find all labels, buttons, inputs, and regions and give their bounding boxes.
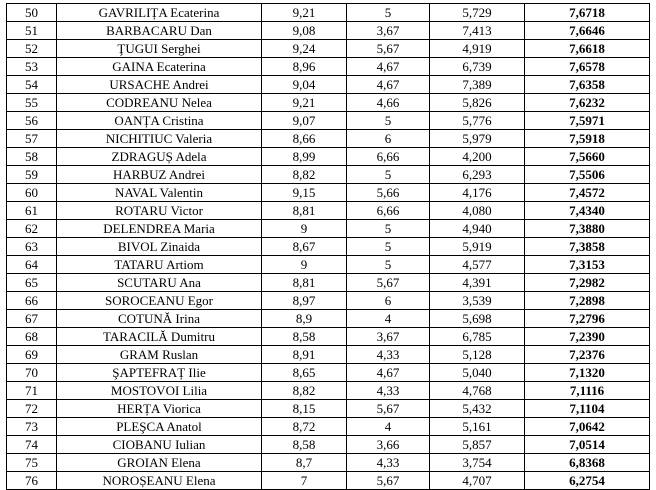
table-row xyxy=(7,40,650,58)
row-number-cell: 53 xyxy=(7,58,57,76)
score-1-cell: 8,72 xyxy=(262,418,347,436)
score-1-cell: 9,08 xyxy=(262,22,347,40)
table-row xyxy=(7,256,650,274)
candidate-name-cell: PLEŞCA Anatol xyxy=(57,418,262,436)
score-2-cell: 4,67 xyxy=(347,58,430,76)
table-row xyxy=(7,238,650,256)
candidate-name-cell: ROTARU Victor xyxy=(57,202,262,220)
candidate-name-cell: HERȚA Viorica xyxy=(57,400,262,418)
final-score-cell: 7,6358 xyxy=(525,76,650,94)
score-1-cell: 8,81 xyxy=(262,274,347,292)
score-2-cell: 5 xyxy=(347,220,430,238)
candidate-name-cell: SOROCEANU Egor xyxy=(57,292,262,310)
score-3-cell: 5,979 xyxy=(430,130,525,148)
final-score-cell: 7,3153 xyxy=(525,256,650,274)
score-3-cell: 4,200 xyxy=(430,148,525,166)
score-2-cell: 5 xyxy=(347,166,430,184)
results-table xyxy=(6,3,650,490)
row-number-cell: 54 xyxy=(7,76,57,94)
score-1-cell: 8,66 xyxy=(262,130,347,148)
score-1-cell: 8,65 xyxy=(262,364,347,382)
row-number-cell: 64 xyxy=(7,256,57,274)
table-row xyxy=(7,400,650,418)
score-1-cell: 9,21 xyxy=(262,94,347,112)
row-number-cell: 55 xyxy=(7,94,57,112)
final-score-cell: 7,6646 xyxy=(525,22,650,40)
final-score-cell: 6,2754 xyxy=(525,472,650,490)
candidate-name-cell: OANȚA Cristina xyxy=(57,112,262,130)
final-score-cell: 7,4340 xyxy=(525,202,650,220)
candidate-name-cell: URSACHE Andrei xyxy=(57,76,262,94)
candidate-name-cell: SCUTARU Ana xyxy=(57,274,262,292)
score-3-cell: 5,776 xyxy=(430,112,525,130)
score-3-cell: 7,389 xyxy=(430,76,525,94)
score-1-cell: 8,67 xyxy=(262,238,347,256)
score-3-cell: 4,080 xyxy=(430,202,525,220)
score-1-cell: 9 xyxy=(262,256,347,274)
score-3-cell: 5,432 xyxy=(430,400,525,418)
candidate-name-cell: CIOBANU Iulian xyxy=(57,436,262,454)
table-row xyxy=(7,4,650,22)
score-2-cell: 6,66 xyxy=(347,148,430,166)
score-3-cell: 5,826 xyxy=(430,94,525,112)
candidate-name-cell: GROIAN Elena xyxy=(57,454,262,472)
candidate-name-cell: MOSTOVOI Lilia xyxy=(57,382,262,400)
score-2-cell: 5,67 xyxy=(347,400,430,418)
score-3-cell: 7,413 xyxy=(430,22,525,40)
table-row xyxy=(7,454,650,472)
row-number-cell: 65 xyxy=(7,274,57,292)
final-score-cell: 7,3858 xyxy=(525,238,650,256)
final-score-cell: 7,6618 xyxy=(525,40,650,58)
final-score-cell: 6,8368 xyxy=(525,454,650,472)
score-3-cell: 4,176 xyxy=(430,184,525,202)
score-1-cell: 9,21 xyxy=(262,4,347,22)
table-row xyxy=(7,382,650,400)
final-score-cell: 7,1116 xyxy=(525,382,650,400)
table-row xyxy=(7,58,650,76)
score-2-cell: 5,67 xyxy=(347,40,430,58)
score-2-cell: 4 xyxy=(347,418,430,436)
table-row xyxy=(7,310,650,328)
score-1-cell: 8,82 xyxy=(262,166,347,184)
table-row xyxy=(7,472,650,490)
final-score-cell: 7,2982 xyxy=(525,274,650,292)
final-score-cell: 7,3880 xyxy=(525,220,650,238)
candidate-name-cell: COTUNĂ Irina xyxy=(57,310,262,328)
row-number-cell: 57 xyxy=(7,130,57,148)
final-score-cell: 7,5918 xyxy=(525,130,650,148)
candidate-name-cell: NAVAL Valentin xyxy=(57,184,262,202)
table-row xyxy=(7,328,650,346)
table-row xyxy=(7,418,650,436)
row-number-cell: 69 xyxy=(7,346,57,364)
score-1-cell: 8,58 xyxy=(262,436,347,454)
candidate-name-cell: TATARU Artiom xyxy=(57,256,262,274)
candidate-name-cell: GRAM Ruslan xyxy=(57,346,262,364)
final-score-cell: 7,0642 xyxy=(525,418,650,436)
score-3-cell: 3,754 xyxy=(430,454,525,472)
score-3-cell: 4,577 xyxy=(430,256,525,274)
table-row xyxy=(7,436,650,454)
score-3-cell: 6,293 xyxy=(430,166,525,184)
score-2-cell: 4 xyxy=(347,310,430,328)
score-3-cell: 4,940 xyxy=(430,220,525,238)
final-score-cell: 7,2390 xyxy=(525,328,650,346)
final-score-cell: 7,4572 xyxy=(525,184,650,202)
row-number-cell: 51 xyxy=(7,22,57,40)
table-row xyxy=(7,220,650,238)
table-row xyxy=(7,130,650,148)
final-score-cell: 7,5971 xyxy=(525,112,650,130)
table-row xyxy=(7,148,650,166)
row-number-cell: 70 xyxy=(7,364,57,382)
score-3-cell: 5,729 xyxy=(430,4,525,22)
score-2-cell: 4,66 xyxy=(347,94,430,112)
table-row xyxy=(7,184,650,202)
score-3-cell: 5,919 xyxy=(430,238,525,256)
score-2-cell: 3,67 xyxy=(347,22,430,40)
score-3-cell: 4,919 xyxy=(430,40,525,58)
row-number-cell: 66 xyxy=(7,292,57,310)
candidate-name-cell: ZDRAGUȘ Adela xyxy=(57,148,262,166)
score-1-cell: 8,15 xyxy=(262,400,347,418)
candidate-name-cell: NOROȘEANU Elena xyxy=(57,472,262,490)
candidate-name-cell: CODREANU Nelea xyxy=(57,94,262,112)
score-2-cell: 5 xyxy=(347,238,430,256)
candidate-name-cell: BIVOL Zinaida xyxy=(57,238,262,256)
score-1-cell: 8,81 xyxy=(262,202,347,220)
final-score-cell: 7,2898 xyxy=(525,292,650,310)
score-2-cell: 5,66 xyxy=(347,184,430,202)
row-number-cell: 62 xyxy=(7,220,57,238)
final-score-cell: 7,6718 xyxy=(525,4,650,22)
score-3-cell: 5,161 xyxy=(430,418,525,436)
score-3-cell: 5,040 xyxy=(430,364,525,382)
score-1-cell: 9,07 xyxy=(262,112,347,130)
score-2-cell: 4,67 xyxy=(347,76,430,94)
table-row xyxy=(7,22,650,40)
results-table-body xyxy=(7,4,650,490)
candidate-name-cell: BARBACARU Dan xyxy=(57,22,262,40)
score-3-cell: 6,785 xyxy=(430,328,525,346)
row-number-cell: 75 xyxy=(7,454,57,472)
score-3-cell: 6,739 xyxy=(430,58,525,76)
row-number-cell: 58 xyxy=(7,148,57,166)
score-2-cell: 6 xyxy=(347,130,430,148)
score-2-cell: 4,33 xyxy=(347,382,430,400)
score-2-cell: 5 xyxy=(347,112,430,130)
score-3-cell: 4,707 xyxy=(430,472,525,490)
final-score-cell: 7,2376 xyxy=(525,346,650,364)
final-score-cell: 7,1104 xyxy=(525,400,650,418)
score-2-cell: 5,67 xyxy=(347,274,430,292)
score-3-cell: 5,698 xyxy=(430,310,525,328)
score-2-cell: 4,33 xyxy=(347,454,430,472)
row-number-cell: 76 xyxy=(7,472,57,490)
final-score-cell: 7,5660 xyxy=(525,148,650,166)
candidate-name-cell: ŞAPTEFRAȚ Ilie xyxy=(57,364,262,382)
row-number-cell: 52 xyxy=(7,40,57,58)
table-row xyxy=(7,76,650,94)
score-3-cell: 5,128 xyxy=(430,346,525,364)
final-score-cell: 7,6578 xyxy=(525,58,650,76)
score-1-cell: 9,15 xyxy=(262,184,347,202)
table-row xyxy=(7,112,650,130)
score-3-cell: 5,857 xyxy=(430,436,525,454)
score-2-cell: 3,67 xyxy=(347,328,430,346)
final-score-cell: 7,2796 xyxy=(525,310,650,328)
row-number-cell: 67 xyxy=(7,310,57,328)
row-number-cell: 73 xyxy=(7,418,57,436)
candidate-name-cell: DELENDREA Maria xyxy=(57,220,262,238)
score-2-cell: 3,66 xyxy=(347,436,430,454)
table-row xyxy=(7,166,650,184)
score-2-cell: 5,67 xyxy=(347,472,430,490)
score-1-cell: 8,99 xyxy=(262,148,347,166)
score-1-cell: 9,04 xyxy=(262,76,347,94)
final-score-cell: 7,6232 xyxy=(525,94,650,112)
score-1-cell: 8,9 xyxy=(262,310,347,328)
score-2-cell: 5 xyxy=(347,256,430,274)
score-1-cell: 8,91 xyxy=(262,346,347,364)
candidate-name-cell: HARBUZ Andrei xyxy=(57,166,262,184)
table-row xyxy=(7,346,650,364)
table-row xyxy=(7,274,650,292)
table-row xyxy=(7,292,650,310)
row-number-cell: 71 xyxy=(7,382,57,400)
row-number-cell: 60 xyxy=(7,184,57,202)
row-number-cell: 72 xyxy=(7,400,57,418)
row-number-cell: 50 xyxy=(7,4,57,22)
row-number-cell: 61 xyxy=(7,202,57,220)
score-2-cell: 6 xyxy=(347,292,430,310)
score-1-cell: 8,82 xyxy=(262,382,347,400)
score-2-cell: 4,67 xyxy=(347,364,430,382)
row-number-cell: 74 xyxy=(7,436,57,454)
table-row xyxy=(7,364,650,382)
final-score-cell: 7,0514 xyxy=(525,436,650,454)
score-1-cell: 9,24 xyxy=(262,40,347,58)
table-row xyxy=(7,202,650,220)
final-score-cell: 7,5506 xyxy=(525,166,650,184)
candidate-name-cell: TARACILĂ Dumitru xyxy=(57,328,262,346)
score-2-cell: 5 xyxy=(347,4,430,22)
score-1-cell: 8,7 xyxy=(262,454,347,472)
score-1-cell: 8,96 xyxy=(262,58,347,76)
score-1-cell: 8,97 xyxy=(262,292,347,310)
row-number-cell: 56 xyxy=(7,112,57,130)
score-1-cell: 9 xyxy=(262,220,347,238)
candidate-name-cell: NICHITIUC Valeria xyxy=(57,130,262,148)
score-1-cell: 8,58 xyxy=(262,328,347,346)
score-2-cell: 4,33 xyxy=(347,346,430,364)
score-1-cell: 7 xyxy=(262,472,347,490)
final-score-cell: 7,1320 xyxy=(525,364,650,382)
candidate-name-cell: GAVRILIȚA Ecaterina xyxy=(57,4,262,22)
score-3-cell: 4,768 xyxy=(430,382,525,400)
candidate-name-cell: GAINA Ecaterina xyxy=(57,58,262,76)
score-2-cell: 6,66 xyxy=(347,202,430,220)
row-number-cell: 59 xyxy=(7,166,57,184)
score-3-cell: 3,539 xyxy=(430,292,525,310)
score-3-cell: 4,391 xyxy=(430,274,525,292)
row-number-cell: 63 xyxy=(7,238,57,256)
candidate-name-cell: ŢUGUI Serghei xyxy=(57,40,262,58)
table-row xyxy=(7,94,650,112)
row-number-cell: 68 xyxy=(7,328,57,346)
